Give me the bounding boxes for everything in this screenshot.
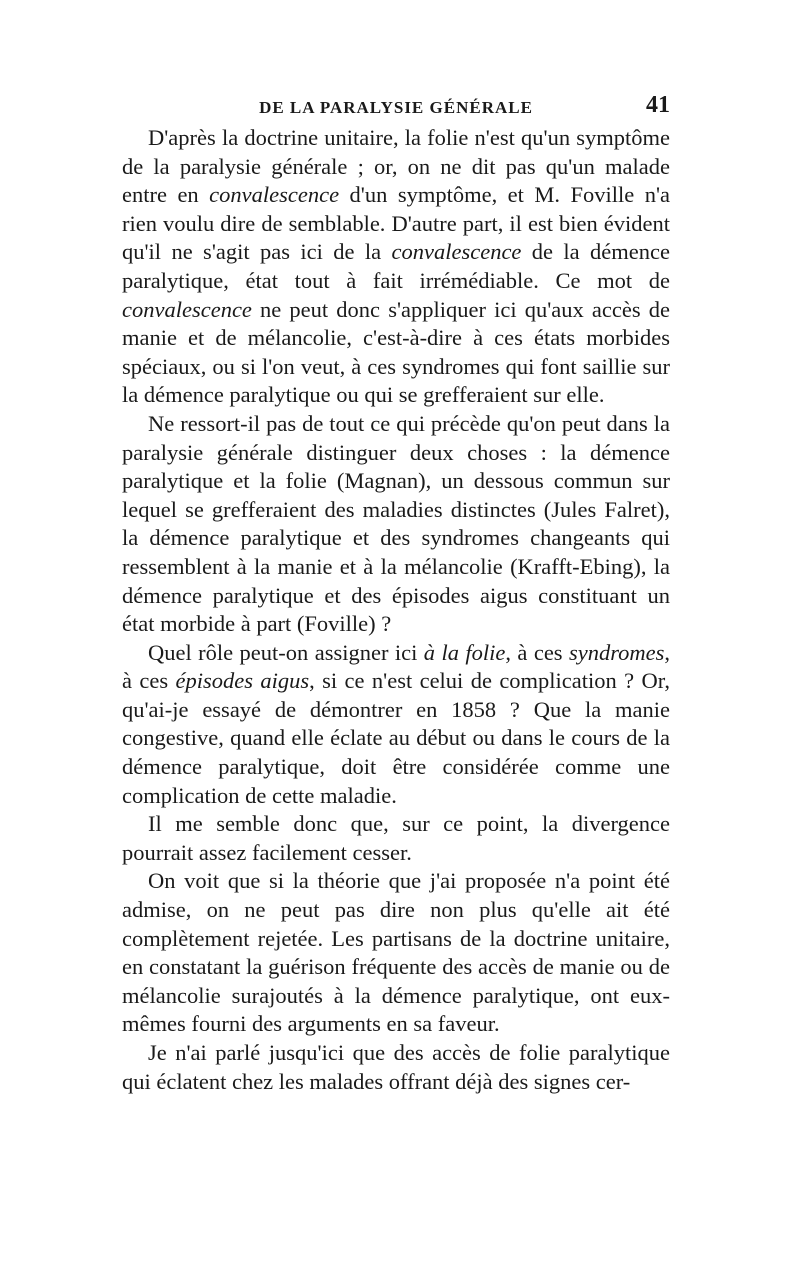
text-run: Ne ressort-il pas de tout ce qui précède qu'on peut dans la paralysie générale distinguer deux choses : la démence paralytique et la folie (Magnan), un dessous commun sur lequel se grefferaient des maladies distinctes (Jules Falret), la démence paralytique et des syndromes changeants qui ressemblent à la manie et à la mélancolie (Krafft-Ebing), la démence paralytique et des épisodes aigus constituant un état morbide à part (Foville) ? (122, 410, 670, 637)
italic-text: syndromes (568, 639, 665, 665)
page-header (122, 92, 670, 122)
text-run: , à ces (505, 639, 569, 665)
italic-text: convalescence (209, 182, 340, 208)
text-run: , à ces (122, 639, 671, 694)
text-run: Quel rôle peut-on assigner ici (148, 639, 424, 665)
paragraph (122, 867, 670, 1039)
text-run: D'après la doctrine unitaire, la folie n'est qu'un symptôme de la paralysie générale ; or, on ne dit pas qu'un malade entre en (122, 125, 670, 208)
italic-text: convalescence (122, 296, 252, 322)
paragraph (122, 124, 670, 410)
italic-text: convalescence (391, 239, 522, 265)
text-run: de la démence paralytique, état tout à fait irrémédiable. Ce mot de (122, 239, 670, 293)
text-run: Je n'ai parlé jusqu'ici que des accès de folie paralytique qui éclatent chez les malades offrant déjà des signes cer- (122, 1040, 670, 1094)
paragraph (122, 1039, 670, 1096)
text-run: d'un symptôme, et M. Foville n'a rien voulu dire de semblable. D'autre part, il est bien évident qu'il ne s'agit pas ici de la (122, 182, 670, 265)
text-run: , si ce n'est celui de complication ? Or, qu'ai-je essayé de démontrer en 1858 ? Que la manie congestive, quand elle éclate au début ou dans le cours de la démence paralytique, doit être considérée comme une complication de cette maladie. (122, 668, 671, 808)
text-run: ne peut donc s'appliquer ici qu'aux accès de manie et de mélancolie, c'est-à-dire à ces états morbides spéciaux, ou si l'on veut, à ces syndromes qui font saillie sur la démence paralytique ou qui se grefferaient sur elle. (122, 296, 670, 408)
italic-text: épisodes aigus (175, 668, 310, 694)
running-title: DE LA PARALYSIE GÉNÉRALE (259, 98, 533, 117)
paragraph (122, 410, 670, 639)
paragraph (122, 639, 670, 811)
paragraph (122, 810, 670, 867)
italic-text: à la folie (423, 639, 506, 665)
page-number: 41 (646, 92, 670, 118)
text-run: Il me semble donc que, sur ce point, la divergence pourrait assez facilement cesser. (122, 811, 670, 865)
text-run: On voit que si la théorie que j'ai proposée n'a point été admise, on ne peut pas dire non plus qu'elle ait été complètement rejetée. Les partisans de la doctrine unitaire, en constatant la guérison fréquente des accès de manie ou de mélancolie surajoutés à la démence paralytique, ont eux-mêmes fourni des arguments en sa faveur. (122, 868, 670, 1037)
body-text (122, 124, 670, 1096)
